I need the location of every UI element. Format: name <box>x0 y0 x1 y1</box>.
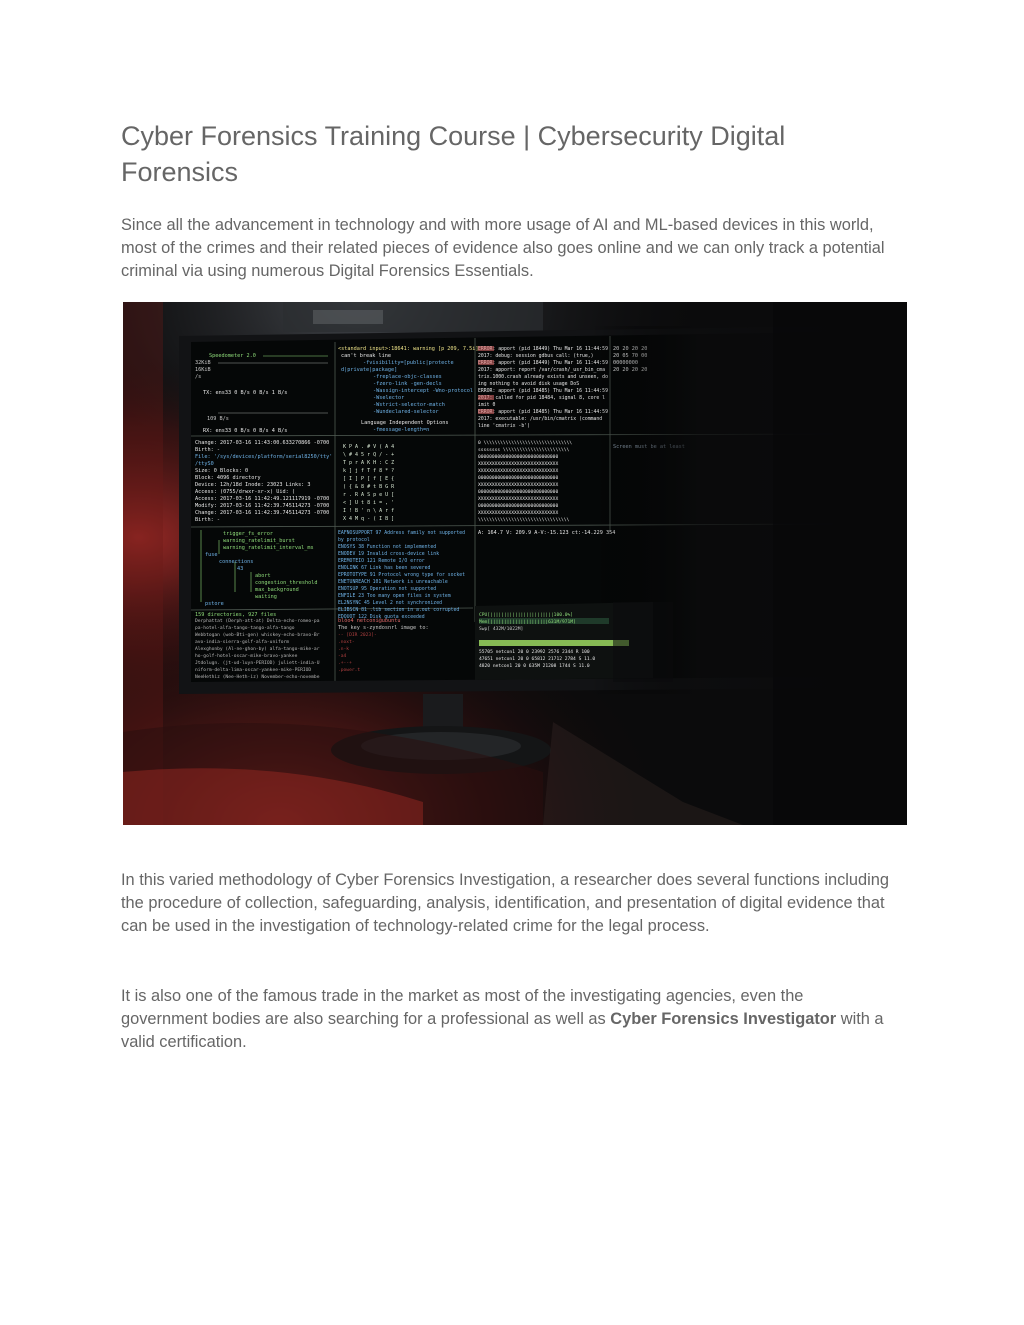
screen-htop-line: 4820 netcon1 20 0 635M 21208 1744 S 11.0 <box>479 664 590 669</box>
career-text-start: It is also one of the famous trade in the market as most of the investigating agencies, even the government bodies are also searching for a professional as well as <box>121 987 804 1029</box>
document-title: Cyber Forensics Training Course | Cybersecurity Digital Forensics <box>121 121 786 187</box>
investigator-emphasis: Cyber Forensics Investigator <box>610 1010 837 1029</box>
screen-htop-line: 47651 netcon1 20 0 65812 21712 2784 S 11.0 <box>479 657 596 662</box>
career-paragraph <box>121 985 891 1055</box>
methodology-paragraph: In this varied methodology of Cyber Forensics Investigation, a researcher does several functions including the procedure of collection, safeguarding, analysis, identification, and presentation of digital evidence that can be used in the investigation of technology-related crime for the legal process. <box>121 871 890 936</box>
intro-paragraph: Since all the advancement in technology and with more usage of AI and ML-based devices in this world, most of the crimes and their related pieces of evidence also goes online and we can only track a potential criminal via using numerous Digital Forensics Essentials. <box>121 216 885 281</box>
terminal-monitor-photo <box>123 302 907 825</box>
career-text-end: with a valid certification. <box>121 1010 884 1052</box>
photo-illustration <box>123 302 907 825</box>
screen-htop-line: 55705 netcon1 20 0 23992 2576 2344 R 100 <box>479 650 590 655</box>
screen-htop-line: Mem[|||||||||||||||||||||631M/971M] <box>479 620 576 625</box>
screen-htop-line: Swp[ 432M/1022M] <box>479 627 524 632</box>
screen-htop-line: CPU[|||||||||||||||||||||||100.0%] <box>479 613 574 618</box>
